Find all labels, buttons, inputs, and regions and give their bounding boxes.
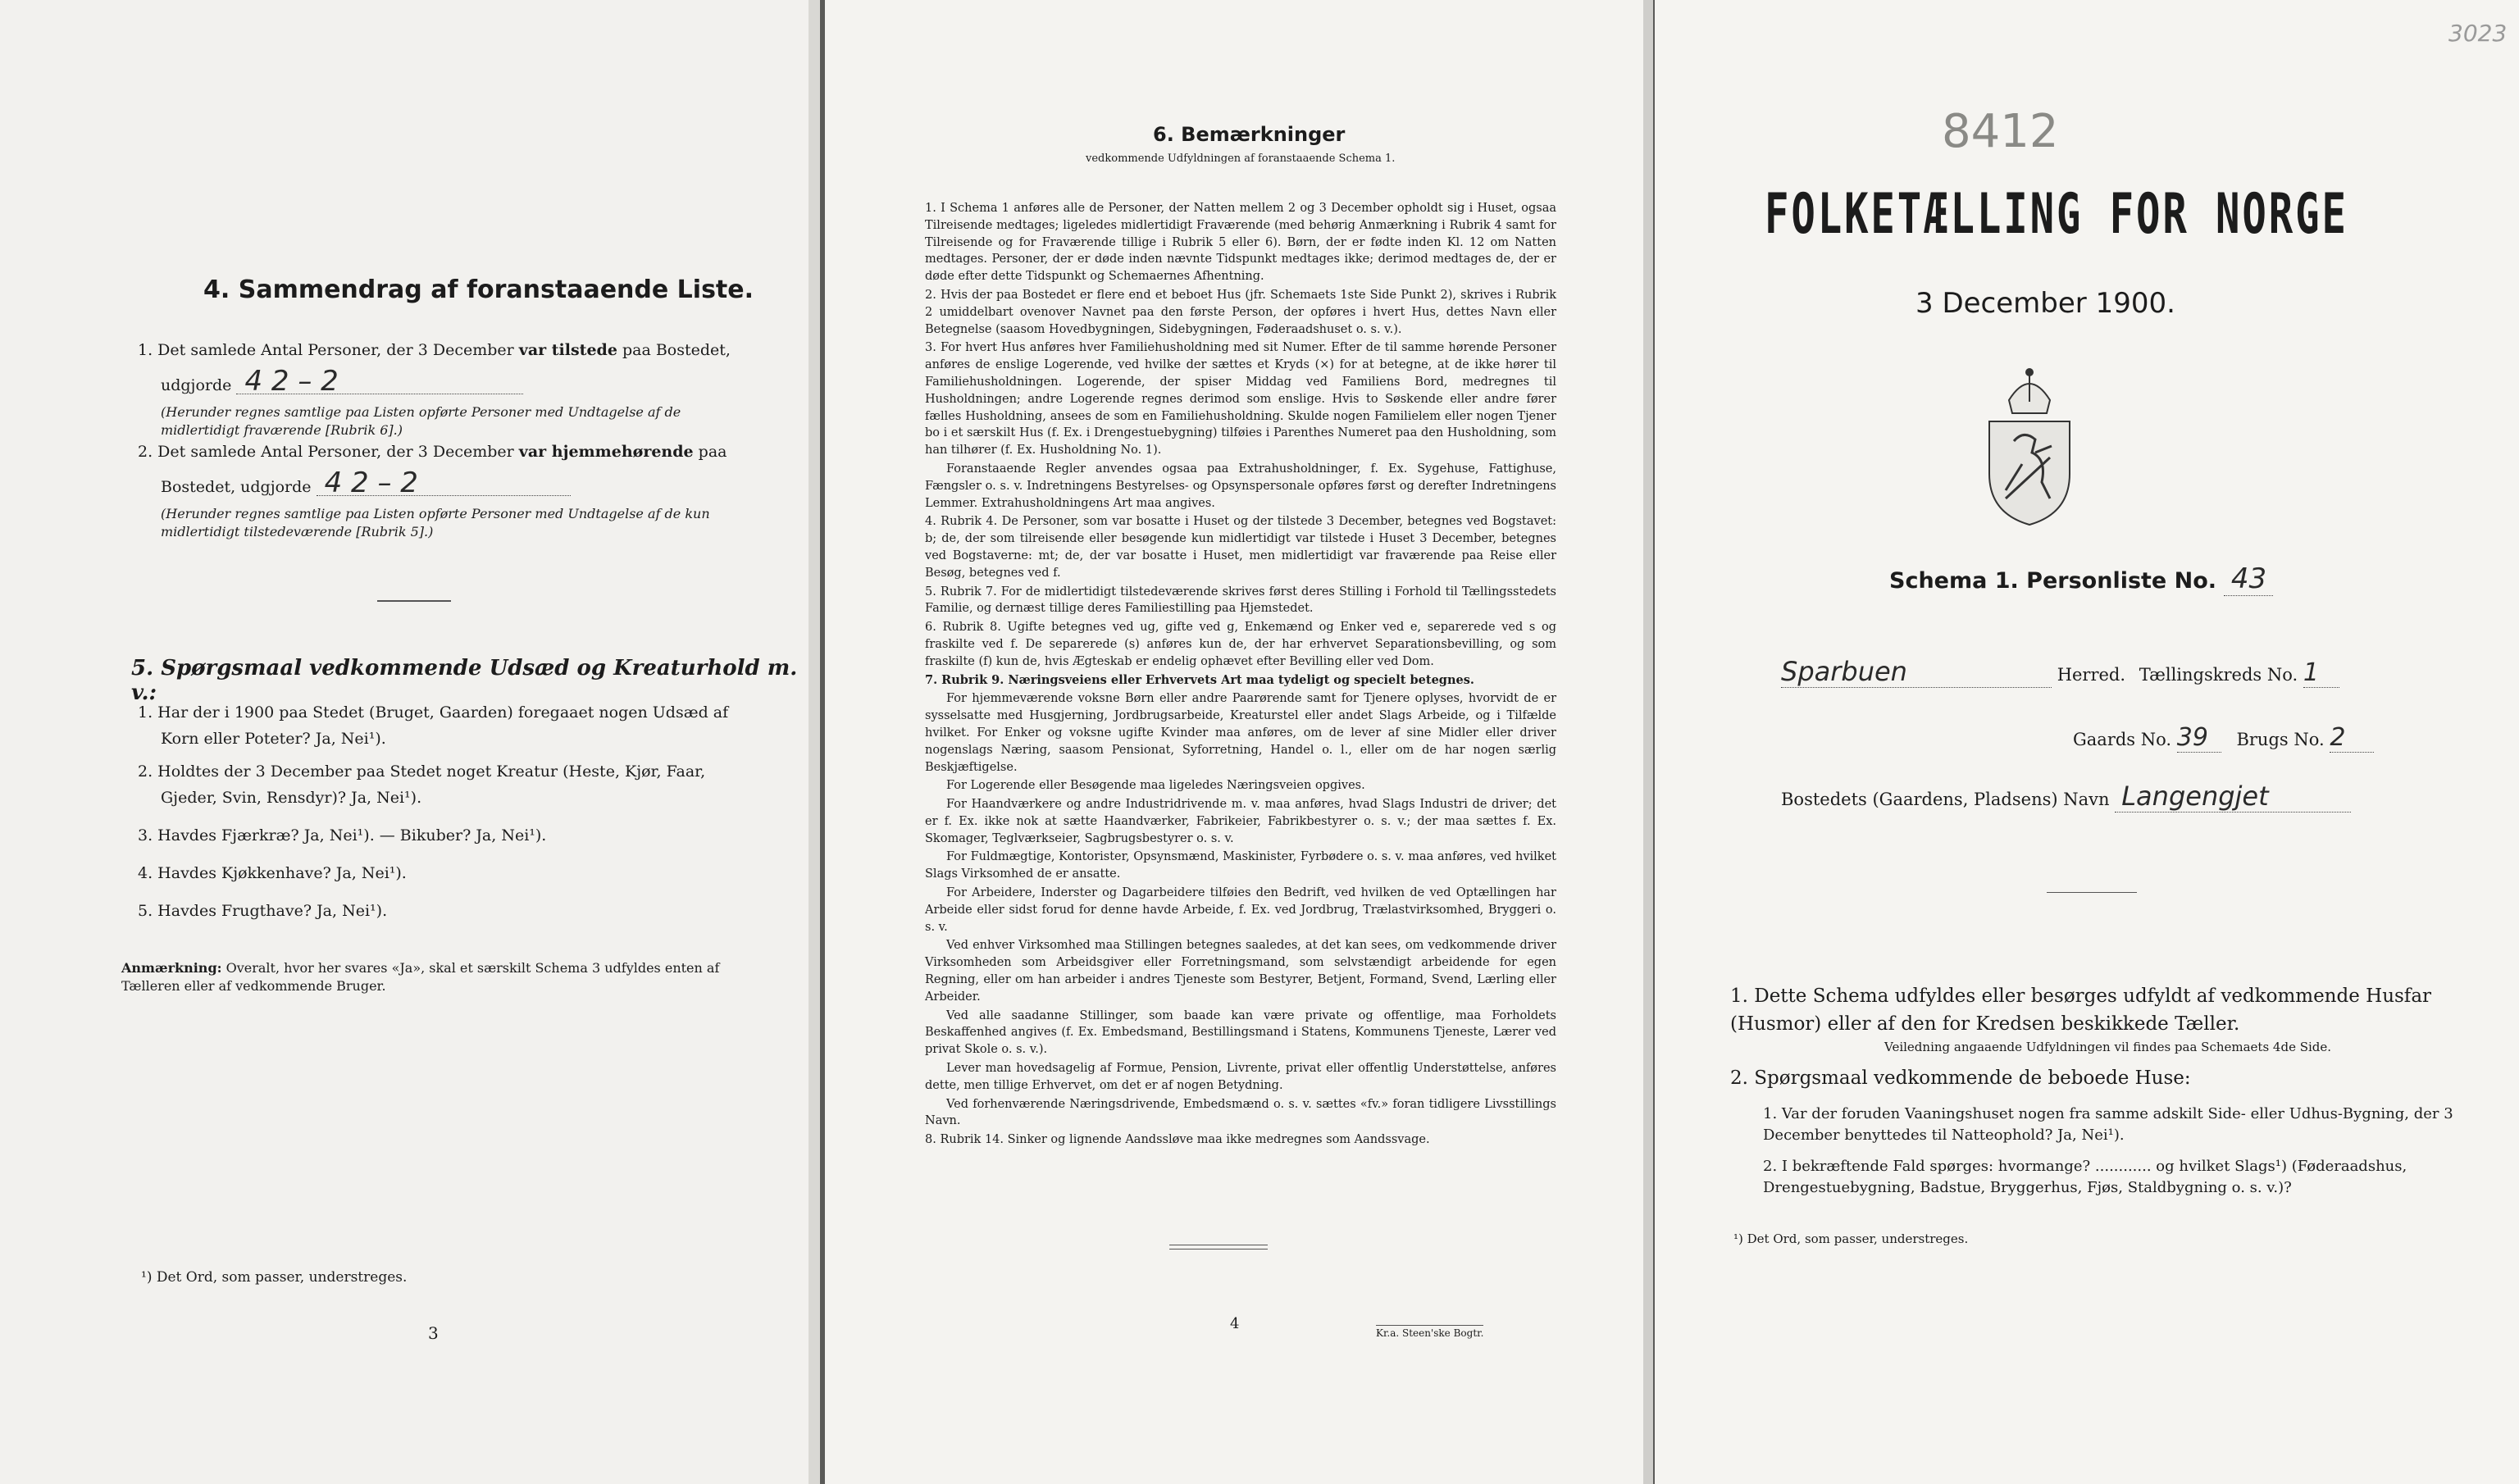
remark-paragraph: For Haandværkere og andre Industridrivende m. v. maa anføres, hvad Slags Industri de driver; det er f. Ex. ikke nok at sætte Haandværker, Fabrikeier, Fabrikbestyrer o. s. v.; der maa sættes f. Ex. Skomager, Teglværkseier, Sagbrugsbestyrer o. s. v.	[925, 798, 1556, 845]
s2-line-2: Gjeder, Svin, Rensdyr)? Ja, Nei¹).	[161, 789, 422, 807]
brugs-number: 2	[2330, 723, 2374, 753]
q2-emphasis: var hjemmehørende	[518, 443, 694, 461]
q1-text-end: paa Bostedet,	[617, 341, 731, 359]
remark-paragraph: 7. Rubrik 9. Næringsveiens eller Erhvervets Art maa tydeligt og specielt betegnes.	[925, 672, 1474, 687]
kreds-number: 1	[2303, 658, 2339, 688]
remark-paragraph: 1. I Schema 1 anføres alle de Personer, der Natten mellem 2 og 3 December opholdt sig i Huset, ogsaa Tilreisende medtages; ligeledes midlertidigt Fraværende (med behørig Anmærkning i Rubrik 4 samt for Tilreisende og for Fraværende tillige i Rubrik 5 eller 6). Børn, der er fødte inden Kl. 12 om Natten medtages. Personer, der er døde inden nævnte Tidspunkt medtages ikke; derimod medtages de, der er døde efter dette Tidspunkt og Schemaernes Afhentning.	[925, 202, 1556, 284]
remark-paragraph: 3. For hvert Hus anføres hver Familiehusholdning med sit Numer. Efter de til samme hørende Personer anføres de enslige Logerende, ved hvilke der sættes et Kryds (×) for at betegne, at de ikke hører til Familiehusholdningen. Logerende, der spiser Middag ved Familiens Bord, medregnes til Husholdningen; andre Logerende regnes derimod som enslige. Hvis to Søskende eller andre fører fælles Husholdning, ansees de som en Familiehusholdning. Skulde nogen Familielem eller nogen Tjener bo i et særskilt Hus (f. Ex. i Drengestuebygning) tilføies i Parenthes Numeret paa den Husholdning, som han tilhører (f. Ex. Husholdning No. 1).	[925, 341, 1556, 457]
q2-handwritten-answer: 4 2 – 2	[317, 471, 571, 496]
q1-udgjorde: udgjorde	[161, 376, 232, 394]
remark-paragraph: For Fuldmægtige, Kontorister, Opsynsmænd, Maskinister, Fyrbødere o. s. v. maa anføres, ved hvilket Slags Virksomhed de er ansatte.	[925, 850, 1556, 881]
s1-line-1: 1. Har der i 1900 paa Stedet (Bruget, Gaarden) foregaaet nogen Udsæd af	[138, 703, 729, 722]
divider	[377, 600, 451, 602]
pencil-number: 8412	[1942, 105, 2059, 158]
left-page-number: 3	[428, 1323, 439, 1343]
section-4-heading: 4. Sammendrag af foranstaaende Liste.	[203, 275, 754, 304]
instruction-1-note: Veiledning angaaende Udfyldningen vil findes paa Schemaets 4de Side.	[1884, 1040, 2332, 1054]
corner-number: 3023	[2448, 20, 2508, 47]
bosted-label: Bostedets (Gaardens, Pladsens) Navn	[1781, 790, 2110, 809]
q2-note: (Herunder regnes samtlige paa Listen opførte Personer med Undtagelse af de kun midlertidigt tilstedeværende [Rubrik 5].)	[161, 506, 710, 539]
remark-paragraph: 6. Rubrik 8. Ugifte betegnes ved ug, gifte ved g, Enkemænd og Enker ved e, separerede ved s og fraskilte ved f. De separerede (s) anføres kun de, der har erhvervet Separationsbevilling, og som fraskilte (f) kun de, hvis Ægteskab er endelig ophævet efter Bevilling eller ved Dom.	[925, 621, 1556, 668]
instruction-2: 2. Spørgsmaal vedkommende de beboede Huse:	[1730, 1067, 2191, 1089]
left-footnote: ¹) Det Ord, som passer, understreges.	[141, 1269, 408, 1286]
gaards-line	[2073, 723, 2374, 753]
gaards-label: Gaards No.	[2073, 730, 2172, 749]
remark-paragraph: Foranstaaende Regler anvendes ogsaa paa Extrahusholdninger, f. Ex. Sygehuse, Fattighuse, Fængsler o. s. v. Indretningens Bestyrelses- og Opsynspersonale opføres først og derefter Indretningens Lemmer. Extrahusholdningens Art maa angives.	[925, 462, 1556, 510]
kreds-label: Tællingskreds No.	[2139, 665, 2298, 685]
remark-paragraph: For Logerende eller Besøgende maa ligeledes Næringsveien opgives.	[946, 779, 1365, 793]
schema-line	[1889, 562, 2273, 596]
divider-2	[1169, 1249, 1268, 1250]
q2-text: 2. Det samlede Antal Personer, der 3 December	[138, 443, 519, 461]
s2-line-1: 2. Holdtes der 3 December paa Stedet noget Kreatur (Heste, Kjør, Faar,	[138, 762, 706, 781]
section-5-heading: 5. Spørgsmaal vedkommende Udsæd og Kreaturhold m. v.:	[131, 656, 798, 705]
gaards-number: 39	[2177, 723, 2221, 753]
bosted-handwritten: Langengjet	[2115, 781, 2351, 813]
remark-paragraph: Ved alle saadanne Stillinger, som baade kan være private og offentlige, maa Forholdets Beskaffenhed angives (f. Ex. Embedsmand, Bestillingsmand i Statens, Kommunens Tjeneste, Lærer ved privat Skole o. s. v.).	[925, 1008, 1556, 1057]
remark-paragraph: 5. Rubrik 7. For de midlertidigt tilstedeværende skrives først deres Stilling i Forhold til Tællingsstedets Familie, og dernæst tillige deres Familiestilling paa Hjemstedet.	[925, 585, 1556, 616]
anm-label: Anmærkning:	[121, 960, 222, 976]
s4-line: 4. Havdes Kjøkkenhave? Ja, Nei¹).	[138, 864, 407, 882]
herred-label: Herred.	[2057, 665, 2126, 685]
herred-handwritten: Sparbuen	[1781, 656, 2052, 688]
section-6-subheading: vedkommende Udfyldningen af foranstaaende Schema 1.	[1086, 152, 1396, 165]
question-2	[138, 439, 761, 464]
question-1	[138, 338, 761, 362]
left-page	[0, 0, 820, 1484]
remark-paragraph: Lever man hovedsagelig af Formue, Pension, Livrente, privat eller offentlig Understøttelse, anføres dette, men tillige Erhvervet, om det er af nogen Betydning.	[925, 1062, 1556, 1092]
remark-paragraph: For Arbeidere, Inderster og Dagarbeidere tilføies den Bedrift, ved hvilken de ved Optællingen har Arbeide eller sidst forud for denne havde Arbeide, f. Ex. ved Jordbrug, Trælastvirksomhed, Bryggeri o. s. v.	[925, 886, 1556, 934]
q1-emphasis: var tilstede	[518, 341, 617, 359]
norway-coat-of-arms-icon	[1981, 367, 2078, 528]
instruction-2b: 2. I bekræftende Fald spørges: hvormange? ............ og hvilket Slags¹) (Føderaadshus, Drengestuebygning, Badstue, Bryggerhus, Fjøs, Staldbygning o. s. v.)?	[1763, 1158, 2407, 1196]
remark-paragraph: Ved forhenværende Næringsdrivende, Embedsmænd o. s. v. sættes «fv.» foran tidligere Livsstillings Navn.	[925, 1097, 1556, 1128]
q1-answer-line	[161, 365, 523, 398]
instruction-1: 1. Dette Schema udfyldes eller besørges udfyldt af vedkommende Husfar (Husmor) eller af den for Kredsen beskikkede Tæller.	[1730, 986, 2432, 1035]
s1-line-2: Korn eller Poteter? Ja, Nei¹).	[161, 730, 386, 748]
middle-page	[825, 0, 1653, 1484]
remark-paragraph: For hjemmeværende voksne Børn eller andre Paarørende samt for Tjenere oplyses, hvorvidt de er sysselsatte med Husgjerning, Jordbrugsarbeide, Kreaturstel eller andet Slags Arbeide, og i Tilfælde hvilket. For Enker og voksne ugifte Kvinder maa anføres, om de lever af sine Midler eller driver nogenslags Næring, saasom Pensionat, Syforretning, Handel o. l., eller om de har nogen særlig Beskjæftigelse.	[925, 692, 1556, 774]
bosted-line	[1781, 781, 2351, 813]
brugs-label: Brugs No.	[2236, 730, 2325, 749]
s5-line: 5. Havdes Frugthave? Ja, Nei¹).	[138, 902, 388, 920]
form-title: FOLKETÆLLING FOR NORGE	[1765, 182, 2348, 247]
right-page	[1655, 0, 2519, 1484]
q2-text-end: paa	[693, 443, 727, 461]
section-6-heading: 6. Bemærkninger	[1153, 123, 1346, 146]
q1-text: 1. Det samlede Antal Personer, der 3 December	[138, 341, 519, 359]
remark-paragraph: 4. Rubrik 4. De Personer, som var bosatte i Huset og der tilstede 3 December, betegnes ved Bogstavet: b; de, der som tilreisende eller besøgende kun midlertidigt var tilstede i Huset 3 December, betegnes ved Bogstaverne: mt; de, der var bosatte i Huset, men midlertidigt var fraværende paa Reise eller Besøg, betegnes ved f.	[925, 515, 1556, 580]
middle-page-number: 4	[1230, 1315, 1240, 1332]
anm-text: Overalt, hvor her svares «Ja», skal et særskilt Schema 3 udfyldes enten af Tælleren eller af vedkommende Bruger.	[121, 960, 720, 994]
remarks-body	[925, 200, 1556, 1150]
q2-bostedet: Bostedet, udgjorde	[161, 478, 312, 496]
printer-mark: Kr.a. Steen'ske Bogtr.	[1376, 1325, 1483, 1339]
remark-paragraph: Ved enhver Virksomhed maa Stillingen betegnes saaledes, at det kan sees, om vedkommende driver Virksomheden som Arbeidsgiver eller Forretningsmand, som selvstændigt arbeidende for egen Regning, eller om han arbeider i andres Tjeneste som Bestyrer, Betjent, Formand, Svend, Lærling eller Arbeider.	[925, 939, 1556, 1004]
q1-handwritten-answer: 4 2 – 2	[236, 369, 523, 394]
anmaerkning	[121, 959, 761, 995]
census-date: 3 December 1900.	[1915, 287, 2175, 320]
remark-paragraph: 8. Rubrik 14. Sinker og lignende Aandssløve maa ikke medregnes som Aandssvage.	[925, 1133, 1430, 1147]
instruction-2a: 1. Var der foruden Vaaningshuset nogen fra samme adskilt Side- eller Udhus-Bygning, der 3 December benyttedes til Natteophold? Ja, Nei¹).	[1763, 1105, 2453, 1144]
right-footnote: ¹) Det Ord, som passer, understreges.	[1733, 1231, 1969, 1246]
personliste-number: 43	[2224, 562, 2273, 596]
divider	[2047, 892, 2137, 893]
s3-line: 3. Havdes Fjærkræ? Ja, Nei¹). — Bikuber? Ja, Nei¹).	[138, 826, 547, 844]
herred-line	[1781, 656, 2453, 688]
schema-label: Schema 1. Personliste No.	[1889, 568, 2217, 594]
q1-note: (Herunder regnes samtlige paa Listen opførte Personer med Undtagelse af de midlertidigt fraværende [Rubrik 6].)	[161, 404, 681, 438]
q2-answer-line	[161, 467, 571, 499]
remark-paragraph: 2. Hvis der paa Bostedet er flere end et beboet Hus (jfr. Schemaets 1ste Side Punkt 2), skrives i Rubrik 2 umiddelbart ovenover Navnet paa den første Person, der opføres i hvert Hus, dettes Navn eller Betegnelse (saasom Hovedbygningen, Sidebygningen, Føderaadshuset o. s. v.).	[925, 288, 1556, 336]
